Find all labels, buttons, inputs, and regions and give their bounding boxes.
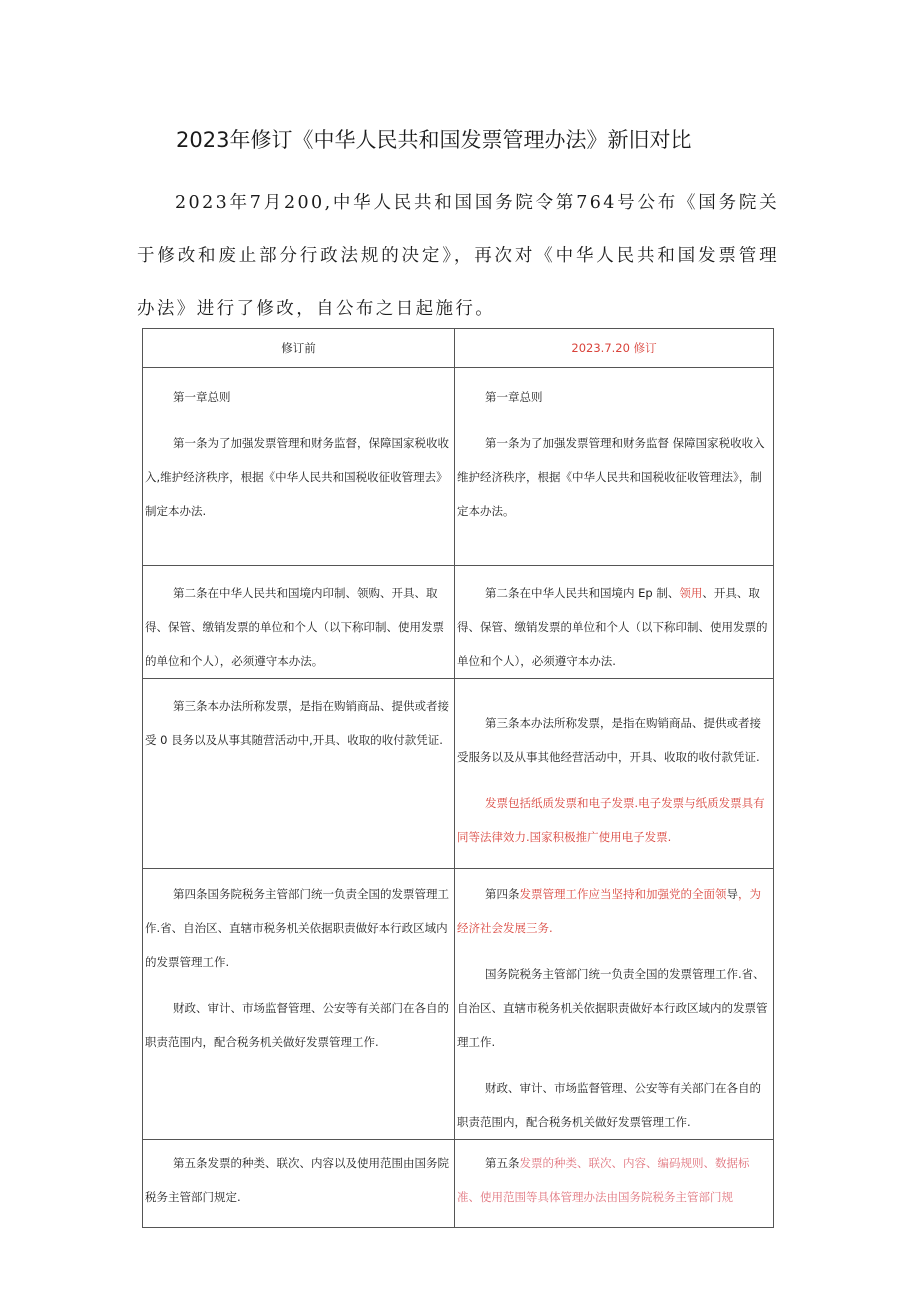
table-row <box>143 368 774 566</box>
article-text: 国务院税务主管部门统一负责全国的发票管理工作.省、自治区、直辖市税务机关依据职责做好本行政区域内的发票管理工作. <box>457 967 768 1049</box>
added-text: 发票包括纸质发票和电子发票.电子发票与纸质发票具有同等法律效力.国家积极推广使用电子发票. <box>457 796 765 844</box>
document-title: 2023年修订《中华人民共和国发票管理办法》新旧对比 <box>176 128 692 152</box>
added-text: ，为经济社会发展三务. <box>457 887 761 935</box>
cell-new-article-5 <box>455 1140 774 1228</box>
article-text: 财政、审计、市场监督管理、公安等有关部门在各自的职责范围内，配合税务机关做好发票管理工作. <box>457 1081 761 1129</box>
changed-text: 发票的种类、联次、内容、编码规则、数据标准、使用范围等具体管理办法由国务院税务主管部门规 <box>457 1156 750 1204</box>
article-text: 第一条为了加强发票管理和财务监督，保障国家税收收入,维护经济秩序，根据《中华人民共和国税收征收管理去》制定本办法. <box>145 436 449 518</box>
chapter-heading: 第一章总则 <box>485 390 543 404</box>
article-text <box>457 576 771 678</box>
changed-text: 领用 <box>679 586 703 600</box>
header-old: 修订前 <box>143 329 455 368</box>
cell-old-article-4 <box>143 869 455 1140</box>
intro-text: 2023年7月200,中华人民共和国国务院令第764号公布《国务院关于修改和废止部分行政法规的决定》，再次对《中华人民共和国发票管理办法》进行了修改，自公布之日起施行。 <box>137 193 779 319</box>
article-text: 第二条在中华人民共和国境内印制、领购、开具、取得、保管、缴销发票的单位和个人（以下称印制、使用发票的单位和个人），必须遵守本办法。 <box>145 586 444 668</box>
table-header-row <box>143 329 774 368</box>
article-text: 第一条为了加强发票管理和财务监督 保障国家税收收入维护经济秩序，根据《中华人民共和国税收征收管理法》，制定本办法。 <box>457 436 765 518</box>
intro-paragraph <box>137 177 779 336</box>
article-text-part: 第二条在中华人民共和国境内 Ep 制、 <box>485 586 680 600</box>
cell-new-article-4 <box>455 869 774 1140</box>
table-row <box>143 869 774 1140</box>
cell-new-article-2 <box>455 566 774 679</box>
article-text <box>457 877 771 945</box>
article-text: 第三条本办法所称发票，是指在购销商品、提供或者接受服务以及从事其他经营活动中，开具、收取的收付款凭证. <box>457 716 761 764</box>
cell-old-article-2 <box>143 566 455 679</box>
cell-new-article-3 <box>455 679 774 869</box>
cell-old-article-3 <box>143 679 455 869</box>
table-row <box>143 679 774 869</box>
article-text-part: 第四条 <box>485 887 520 901</box>
table-row <box>143 566 774 679</box>
cell-old-article-1 <box>143 368 455 566</box>
cell-old-article-5 <box>143 1140 455 1228</box>
chapter-heading: 第一章总则 <box>173 390 231 404</box>
article-text: 第三条本办法所称发票，是指在购销商品、提供或者接受 0 艮务以及从事其随营活动中,开具、收取的收付款凭证. <box>145 699 449 747</box>
article-text: 第四条国务院税务主管部门统一负责全国的发票管理工作.省、自治区、直辖市税务机关依据职责做好本行政区域内的发票管理工作. <box>145 887 449 969</box>
article-text: 财政、审计、市场监督管理、公安等有关部门在各自的职责范围内，配合税务机关做好发票管理工作. <box>145 1001 449 1049</box>
added-text: 发票管理工作应当坚持和加强党的全面领 <box>519 887 727 901</box>
table-row <box>143 1140 774 1228</box>
cell-new-article-1 <box>455 368 774 566</box>
article-text-part: 导 <box>726 887 738 901</box>
header-new: 2023.7.20 修订 <box>455 329 774 368</box>
article-text-part: 、开具、取得、保管、缴销发票的单位和个人（以下称印制、使用发票的单位和个人），必须遵守本办法. <box>457 586 768 668</box>
article-text <box>457 1146 771 1214</box>
article-text: 第五条发票的种类、联次、内容以及使用范围由国务院税务主管部门规定. <box>145 1156 449 1204</box>
comparison-table <box>142 328 774 1228</box>
article-text-part: 第五条 <box>485 1156 520 1170</box>
